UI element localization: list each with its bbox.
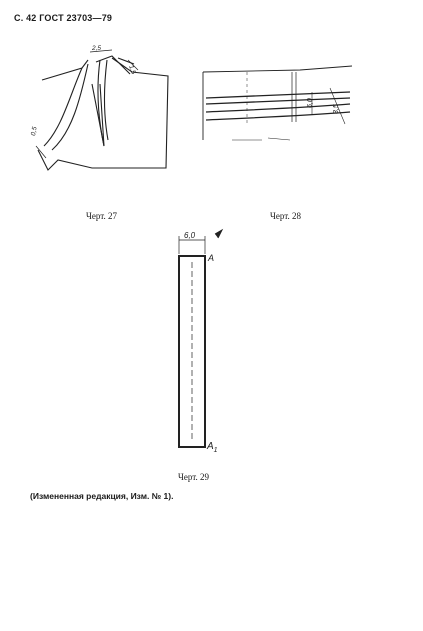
figure-29-drawing — [179, 236, 205, 447]
fig27-dim-top: 2,5 — [92, 45, 102, 52]
figure-27-drawing — [36, 50, 168, 170]
page-header: С. 42 ГОСТ 23703—79 — [14, 13, 113, 23]
fig29-width-label: 6,0 — [184, 231, 196, 240]
amendment-note: (Измененная редакция, Изм. № 1). — [30, 491, 174, 501]
caption-fig28: Черт. 28 — [270, 211, 301, 221]
fig29-point-a: А — [208, 253, 215, 263]
fig29-point-a1: $А_1$ — [207, 441, 218, 454]
caption-fig27: Черт. 27 — [86, 211, 117, 221]
fig27-dim-side: 1,5 — [127, 64, 137, 76]
caption-fig29: Черт. 29 — [178, 472, 209, 482]
fig28-dim-a: 6,0 — [307, 98, 314, 108]
check-mark-icon — [215, 230, 222, 238]
fig28-dim-b: 3,5 — [333, 104, 340, 114]
fig27-dim-left: 0,5 — [30, 126, 39, 137]
figure-28-drawing — [203, 66, 352, 140]
